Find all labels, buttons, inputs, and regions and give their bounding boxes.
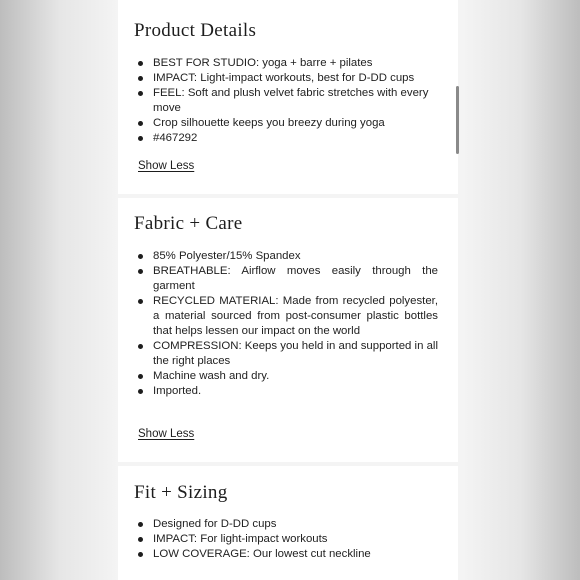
bullet-icon: [138, 389, 143, 394]
list-item-text: Crop silhouette keeps you breezy during yoga: [153, 117, 385, 129]
list-item-text: LOW COVERAGE: Our lowest cut neckline: [153, 548, 371, 560]
fit-sizing-list: [134, 517, 438, 562]
product-info-column: [118, 0, 458, 580]
list-item: [134, 71, 438, 86]
list-item-text: BREATHABLE: Airflow moves easily through the garment: [153, 265, 438, 292]
fit-sizing-title: Fit + Sizing: [134, 482, 228, 503]
list-item: [134, 249, 438, 264]
list-item: [134, 116, 438, 131]
list-item: [134, 369, 438, 384]
list-item-text: Machine wash and dry.: [153, 370, 270, 382]
product-details-list: [134, 56, 438, 146]
bullet-icon: [138, 344, 143, 349]
list-item-text: RECYCLED MATERIAL: Made from recycled polyester, a material sourced from post-consumer plastic bottles that helps lessen our impact on the world: [153, 295, 438, 337]
bullet-icon: [138, 374, 143, 379]
bullet-icon: [138, 61, 143, 66]
list-item-text: COMPRESSION: Keeps you held in and supported in all the right places: [153, 340, 438, 367]
list-item-text: IMPACT: For light-impact workouts: [153, 533, 328, 545]
list-item-text: BEST FOR STUDIO: yoga + barre + pilates: [153, 57, 373, 69]
bullet-icon: [138, 91, 143, 96]
bullet-icon: [138, 522, 143, 527]
bullet-icon: [138, 76, 143, 81]
list-item: [134, 294, 438, 339]
list-item: [134, 384, 438, 399]
list-item: [134, 264, 438, 294]
bullet-icon: [138, 269, 143, 274]
product-details-section: [118, 0, 458, 194]
fabric-care-show-less-link[interactable]: Show Less: [138, 428, 195, 440]
list-item-text: 85% Polyester/15% Spandex: [153, 250, 301, 262]
list-item: [134, 339, 438, 369]
bullet-icon: [138, 136, 143, 141]
fabric-care-title: Fabric + Care: [134, 213, 243, 234]
product-details-show-less-link[interactable]: Show Less: [138, 160, 195, 172]
list-item-text: Imported.: [153, 385, 202, 397]
bullet-icon: [138, 552, 143, 557]
list-item: [134, 517, 438, 532]
list-item-text: IMPACT: Light-impact workouts, best for D-DD cups: [153, 72, 415, 84]
list-item: [134, 131, 438, 146]
scrollbar-thumb[interactable]: [456, 86, 459, 154]
list-item-text: Designed for D-DD cups: [153, 518, 277, 530]
bullet-icon: [138, 254, 143, 259]
fit-sizing-section: [118, 466, 458, 580]
list-item: [134, 532, 438, 547]
list-item-text: FEEL: Soft and plush velvet fabric stretches with every move: [153, 87, 429, 114]
list-item: [134, 86, 438, 116]
fabric-care-section: [118, 198, 458, 462]
list-item-text: #467292: [153, 132, 198, 144]
list-item: [134, 56, 438, 71]
bullet-icon: [138, 537, 143, 542]
bullet-icon: [138, 121, 143, 126]
product-details-title: Product Details: [134, 20, 257, 41]
fabric-care-list: [134, 249, 438, 399]
list-item: [134, 547, 438, 562]
bullet-icon: [138, 299, 143, 304]
